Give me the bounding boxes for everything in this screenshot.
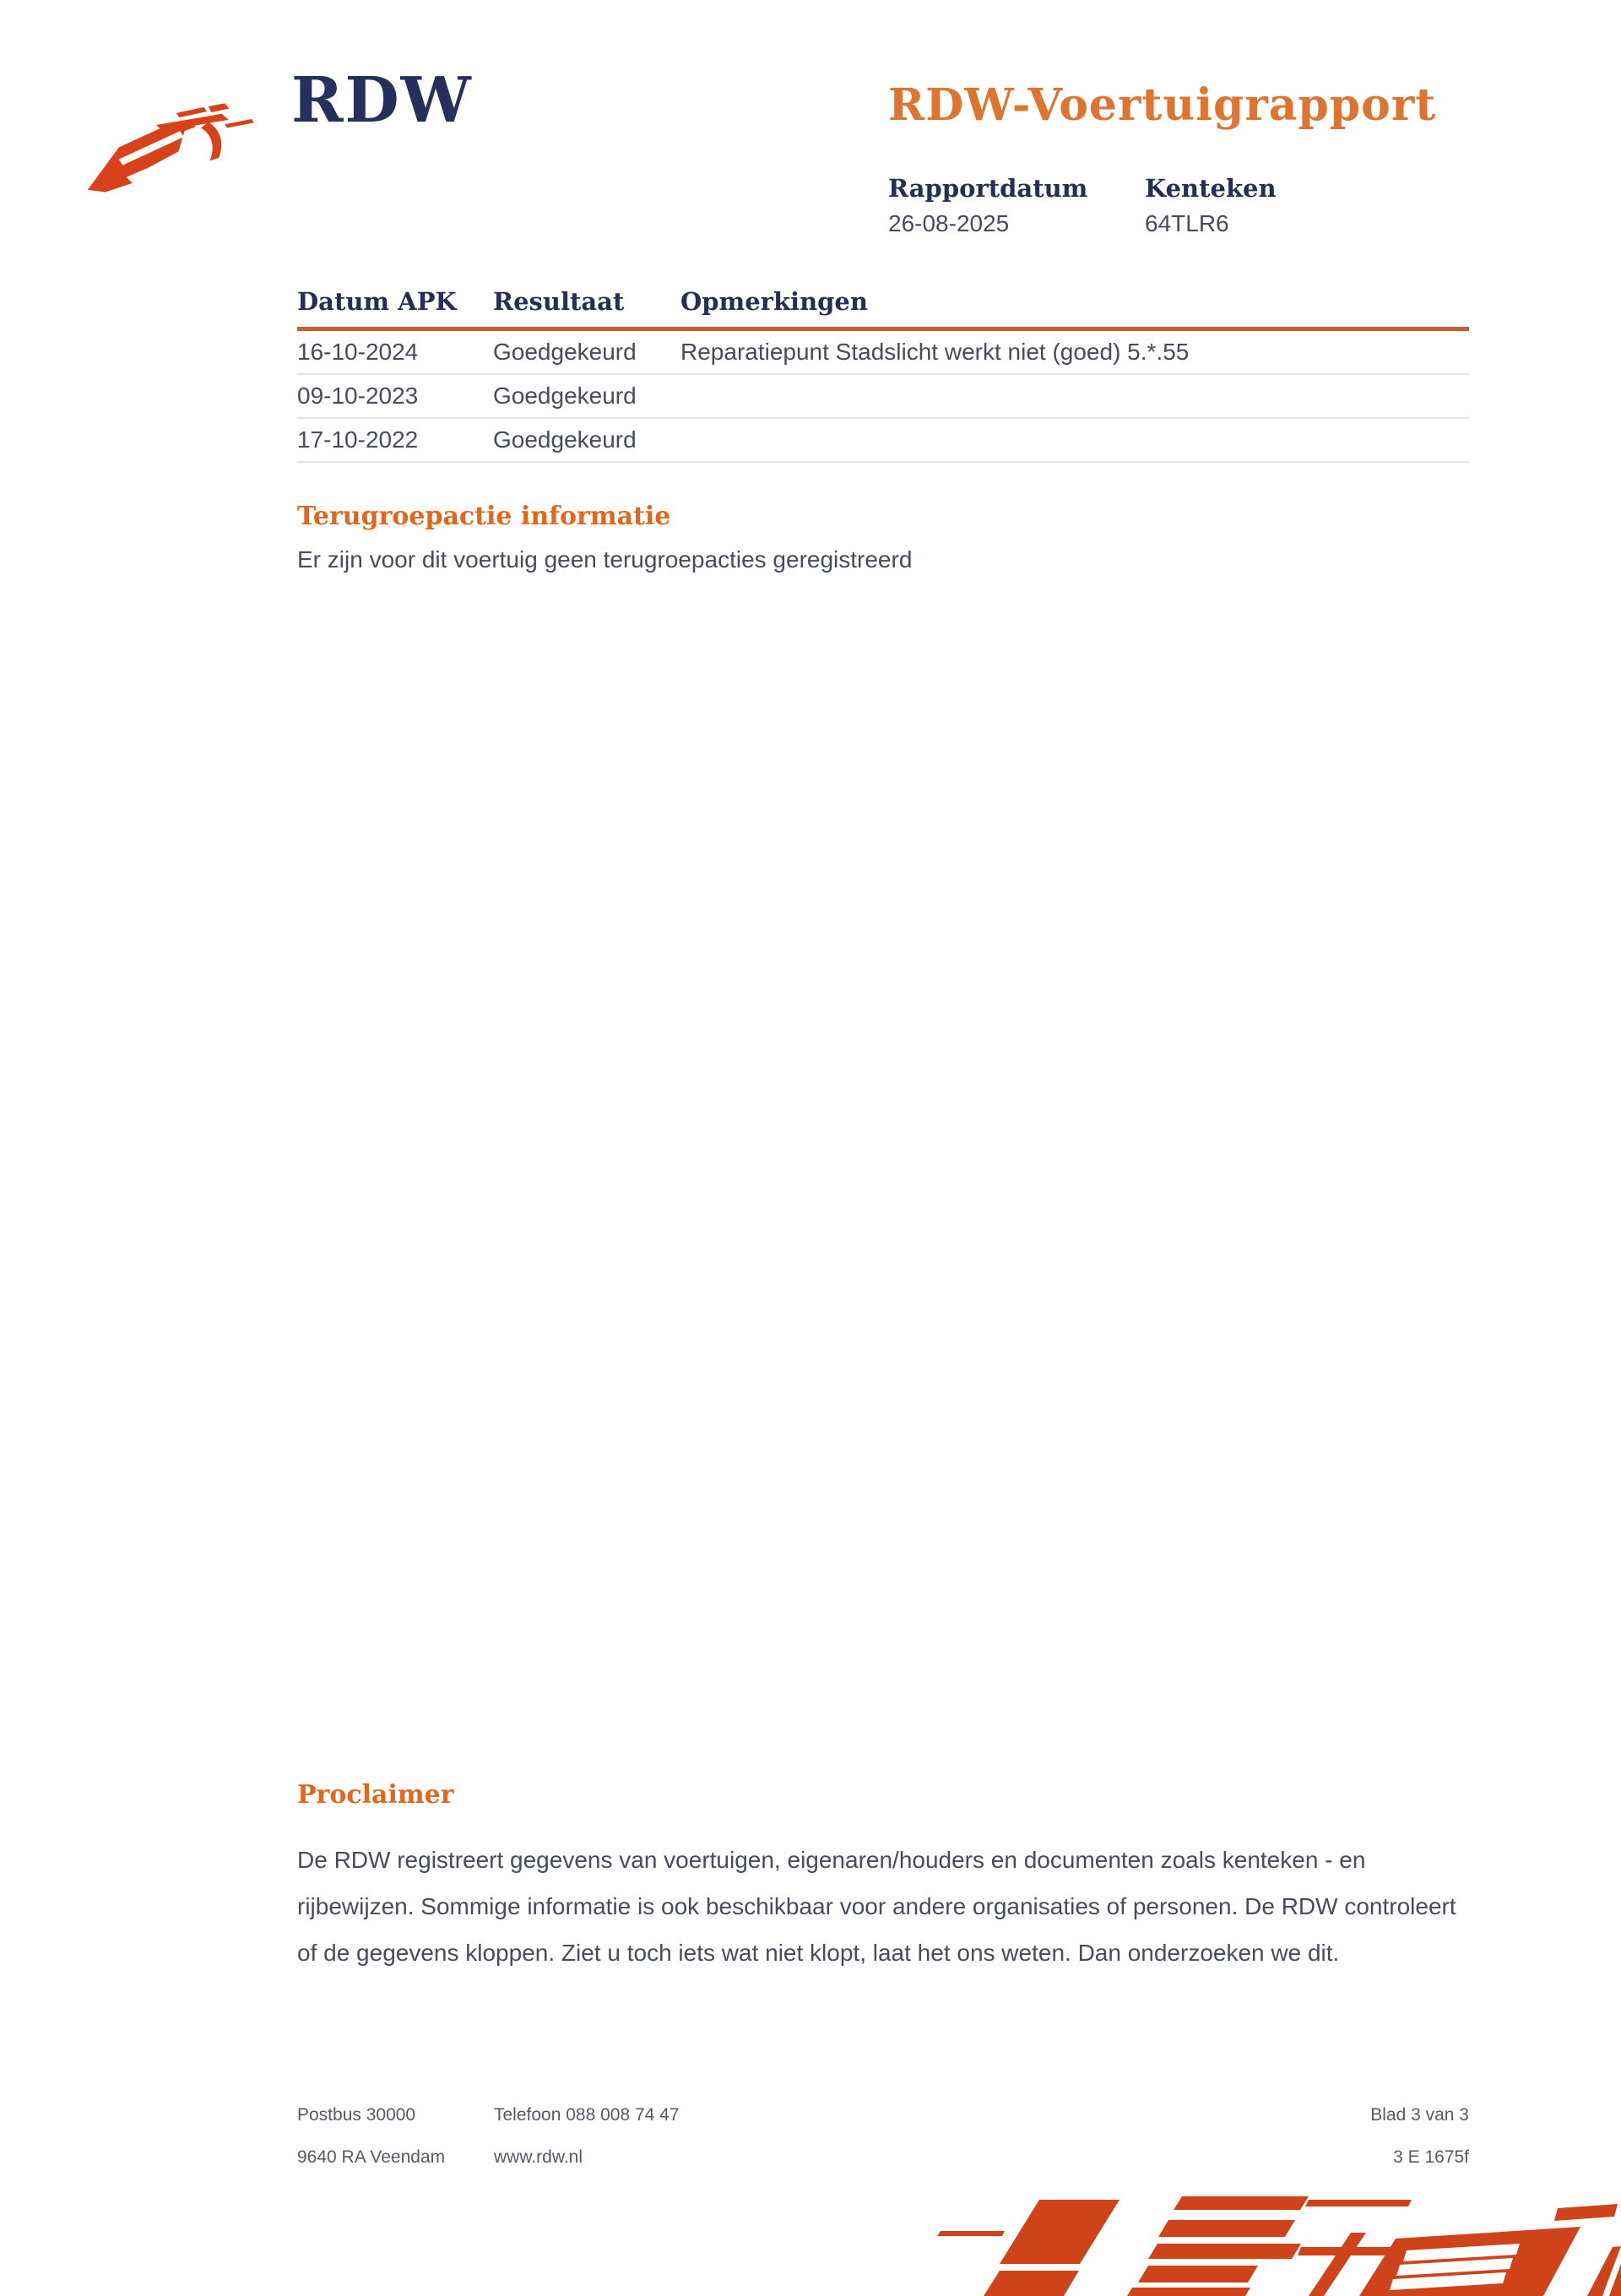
proclaimer-heading: Proclaimer bbox=[297, 1780, 454, 1810]
report-date-value: 26-08-2025 bbox=[888, 210, 1010, 236]
recall-section-heading: Terugroepactie informatie bbox=[297, 502, 671, 531]
footer-website: www.rdw.nl bbox=[494, 2147, 583, 2167]
col-header-resultaat: Resultaat bbox=[493, 287, 625, 316]
apk-history-table bbox=[297, 287, 1469, 463]
table-row bbox=[297, 331, 1469, 375]
proclaimer-body: De RDW registreert gegevens van voertuigen, eigenaren/houders en documenten zoals kenteken - en rijbewijzen. Sommige informatie is ook beschikbaar voor andere organisaties of personen. De RDW controleert of de gegevens kloppen. Ziet u toch iets wat niet klopt, laat het ons weten. Dan onderzoeken we dit. bbox=[297, 1847, 1456, 1966]
footer-form-code: 3 E 1675f bbox=[1393, 2147, 1469, 2167]
cell-resultaat: Goedgekeurd bbox=[493, 383, 637, 409]
rdw-stripes-graphic bbox=[937, 2186, 1621, 2296]
proclaimer-section bbox=[297, 1780, 1475, 1976]
footer-page-indicator: Blad 3 van 3 bbox=[1370, 2105, 1469, 2125]
recall-section-body: Er zijn voor dit voertuig geen terugroepacties geregistreerd bbox=[297, 546, 913, 573]
cell-opmerkingen: Reparatiepunt Stadslicht werkt niet (goed) 5.*.55 bbox=[680, 339, 1190, 365]
col-header-opmerkingen: Opmerkingen bbox=[680, 287, 868, 316]
rdw-flag-logo-icon bbox=[71, 100, 267, 208]
cell-resultaat: Goedgekeurd bbox=[493, 339, 637, 365]
report-date-label: Rapportdatum bbox=[888, 174, 1088, 203]
footer-postbus: Postbus 30000 bbox=[297, 2105, 416, 2125]
footer-page-info bbox=[1370, 2094, 1469, 2179]
footer-city: 9640 RA Veendam bbox=[297, 2147, 446, 2167]
table-row bbox=[297, 419, 1469, 463]
page-footer bbox=[297, 2094, 1469, 2187]
license-plate-label: Kenteken bbox=[1145, 174, 1277, 203]
page-title: RDW-Voertuigrapport bbox=[888, 79, 1437, 131]
cell-datum: 09-10-2023 bbox=[297, 383, 419, 409]
footer-address bbox=[297, 2094, 445, 2179]
recall-section bbox=[297, 502, 1471, 573]
footer-contact bbox=[494, 2094, 680, 2179]
footer-phone: Telefoon 088 008 74 47 bbox=[494, 2105, 680, 2125]
license-plate-value: 64TLR6 bbox=[1145, 210, 1229, 236]
table-row bbox=[297, 375, 1469, 419]
cell-datum: 17-10-2022 bbox=[297, 426, 419, 453]
rdw-wordmark: RDW bbox=[291, 64, 473, 137]
cell-datum: 16-10-2024 bbox=[297, 339, 419, 365]
table-header-row bbox=[297, 287, 1469, 327]
cell-resultaat: Goedgekeurd bbox=[493, 426, 637, 453]
col-header-datum-apk: Datum APK bbox=[297, 287, 457, 316]
